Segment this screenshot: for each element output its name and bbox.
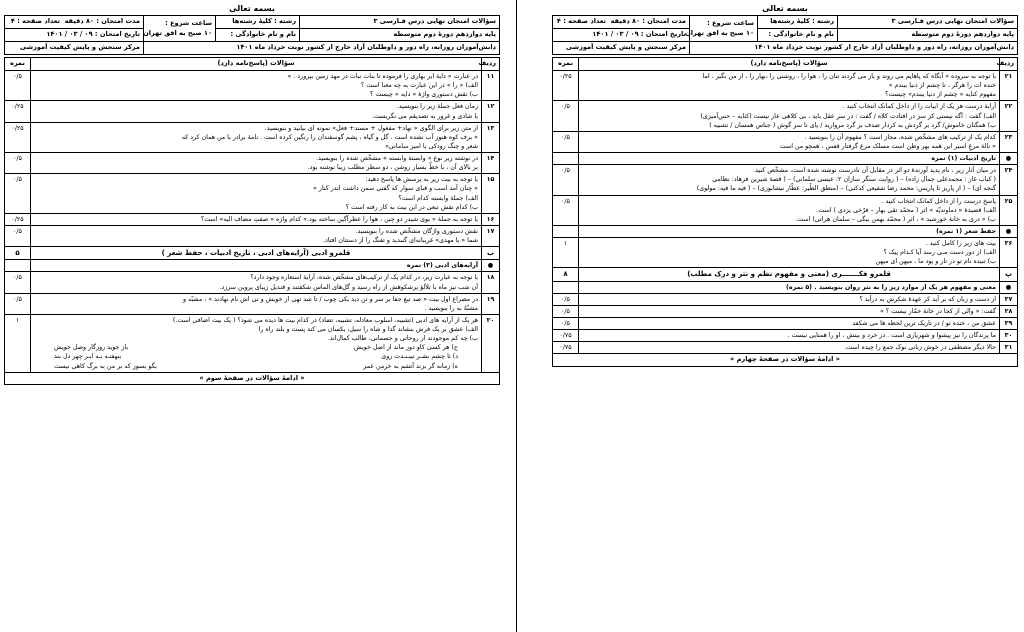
question-row: ۲۷ از دست و زبان که بر آید کز عهدهٔ شکرش به درآید ؟ ۰/۵ <box>553 293 1018 305</box>
exam-header-table <box>552 15 1018 55</box>
question-row: ۲۰ هر یک از آرایه های ادبی (تشبیه، اسلوب معادله، تشبیه، تضاد) در کدام بیت ها دیده می شود؟ ( یک بیت اضافی است.) الف) عشق بر یک فرش بنشاند گدا و شاه را سیل، یکسان می کند پست و بلند راه را ب) چه کم موجودند از روحانی و جسمانی، طالب کمال‌اند. ج) هر کسی کاو دور ماند از اصل خویش باز جوید روزگار وصل خویش د) تا چشم بشـر نبیـنـدت روی بنهفتـه بـه ابـر چهر دل بند ه) زمانه گر بزند آتشم به خرمن عمر بگو بسوز که بر من به برگ کاهی نیست ۱ <box>5 314 500 372</box>
center-name: مرکز سنجش و پایش کیفیت آموزشی <box>5 42 144 55</box>
field-label: رشته : کلیهٔ رشته‌ها <box>758 16 838 29</box>
question-row: ۱۸ با توجه به عبارت زیر، در کدام یک از ترکیب‌های مشخّص شده، آرایهٔ استعاره وجود دارد؟ آن شب نیز ماه با تلألؤ پرشکوهش از راه رسید و گل‌های الماس شکفتند و قندیل زیبای پروین سرزد. ۰/۵ <box>5 272 500 293</box>
exam-header-table <box>4 15 500 55</box>
subsection-header: ● حفظ شعر (۱ نمره) <box>553 225 1018 237</box>
start-time: ساعت شروع : ۱۰ صبح به افق تهران <box>144 16 216 42</box>
page-divider <box>516 0 517 632</box>
bismillah-heading: بسمه تعالی <box>229 4 275 13</box>
question-row: ۲۹ عشق من ، خنده تو / در تاریک ترین لحظه ها می شکفد ۰/۵ <box>553 317 1018 329</box>
question-row: ۱۱ در عبارت « دایهٔ ابر بهاری را فرموده تا بنات نبات در مهد زمین بپرورد . » الف) « را » در این عبارت به چه معنا است ؟ ب) نقش دستوری واژهٔ « دایه » چیست ؟ ۰/۵ <box>5 71 500 101</box>
grade-label: پایه دوازدهم دورهٔ دوم متوسطه <box>300 29 500 42</box>
student-name-label: نام و نام خانوادگی : <box>758 29 838 42</box>
center-name: مرکز سنجش و پایش کیفیت آموزشی <box>553 42 690 55</box>
exam-sheet-page-4 <box>552 0 1018 632</box>
question-row: ۱۲ زمان فعل جملهٔ زیر را بنویسید. با شادی و غرور به تصدیقم می نگریست. ۰/۲۵ <box>5 101 500 122</box>
exam-info: دانش‌آموزان روزانه، راه دور و داوطلبان آزاد خارج از کشور نوبت خرداد ماه ۱۴۰۱ <box>144 42 500 55</box>
question-row: ۲۳ کدام یک از ترکیب های مشخّص شده، مجاز است ؟ مفهوم آن را بنویسید . « نالهٔ مرغِ اسیر این همه بهر وطن است مسلک مرغ گرفتار قفس ، همچو من است ۰/۵ <box>553 131 1018 152</box>
section-header-literary: ب قلمرو ادبی (آرایه‌های ادبی ، تاریخ ادبیات ، حفظ شعر ) ۵ <box>5 247 500 260</box>
subsection-header: ● معنی و مفهوم هر یک از موارد زیر را به نثر روان بنویسید . (۵ نمره) <box>553 281 1018 293</box>
col-question: سؤالات (پاسخ‌نامه دارد) <box>31 58 482 71</box>
continuation-note: « ادامهٔ سؤالات در صفحهٔ چهارم » <box>553 354 1018 367</box>
exam-date: تاریخ امتحان : ۰۹ / ۰۳ / ۱۴۰۱ <box>5 29 144 42</box>
duration-and-pages: مدت امتحان : ۸۰ دقیقه تعداد صفحه : ۴ <box>553 16 690 29</box>
exam-sheet-page-3 <box>4 0 500 632</box>
col-score: نمره <box>5 58 31 71</box>
section-header-intellectual: پ قلمرو فکـــــــری (معنی و مفهوم نظم و نثر و درک مطلب) ۸ <box>553 268 1018 281</box>
col-score: نمره <box>553 58 579 71</box>
exam-date: تاریخ امتحان : ۰۹ / ۰۳ / ۱۴۰۱ <box>553 29 690 42</box>
question-row: ۱۳ از متن زیر برای الگوی « نهاد+ مفعول + مسند+ فعل» نمونه ای بیابید و بنویسید. « برف کوه هنوز آب نشده است . گل و گیاه ، پشم گوسفندان را رنگین کرده است . نامهٔ برادر با من همان کرد که شعر و چنگ رودکی با امیر سامانی» ۰/۲۵ <box>5 122 500 152</box>
question-row: ۱۹ در مصراع اول بیت « صد تیغ جفا بر سر و تن دید یکی چوب / تا شد تهی از خویش و نی اش نام نهادند » ، مشبّه و مشبّهٌ به را بنویسید . ۰/۵ <box>5 293 500 314</box>
question-row: ۲۶ بیت های زیر را کامل کنید . الف) از دور دست مـی رسد آیا کـدام پیک ؟ ب) تنیده نام تو در تار و پود ما ، میهن ای میهن ۱ <box>553 238 1018 268</box>
exam-title: سؤالات امتحان نهایی درس فـارسی ۳ <box>838 16 1018 29</box>
student-name-label: نام و نام خانوادگی : <box>216 29 300 42</box>
questions-table <box>552 57 1018 367</box>
question-row: ۲۸ گفت: « والی از کجا در خانهٔ خمّار نیست ؟ » ۰/۵ <box>553 305 1018 317</box>
question-row: ۱۴ در نوشته زیر نوع « وابستهٔ وابسته » مشخّص شده را بنویسید. بر بالای آن ، با خطّ بسیار روشن ، دو سطر مطلب زیبا نوشته بود. ۰/۵ <box>5 153 500 174</box>
duration-and-pages: مدت امتحان : ۸۰ دقیقه تعداد صفحه : ۴ <box>5 16 144 29</box>
exam-info: دانش‌آموزان روزانه، راه دور و داوطلبان آزاد خارج از کشور نوبت خرداد ماه ۱۴۰۱ <box>690 42 1018 55</box>
question-row: ۳۰ ما پرندگان را نیز پیشوا و شهریاری است . در خرد و بینش ، او را همتایی نیست . ۰/۷۵ <box>553 330 1018 342</box>
question-row: ۱۵ با توجه به بیت زیر به پرسش ها پاسخ دهید: « چنان آمد اسب و قبای سوار که گفتی سمن داشت اندر کنار » الف) جملهٔ وابسته کدام است؟ ب) کدام نقش تبعی در این بیت به کار رفته است ؟ ۰/۵ <box>5 174 500 214</box>
grade-label: پایه دوازدهم دورهٔ دوم متوسطه <box>838 29 1018 42</box>
question-row: ۲۱ با توجه به سروده « آنگاه که پاهایم می روند و باز می گردند تنان را ، هوا را ، روشنی را ،بهار را ، از من بگیر ، اما خنده ات را هرگز ، تا چشم از دنیا ببندم » مفهوم کنایه « چشم از دنیا ببندم» چیست؟ ۰/۲۵ <box>553 71 1018 101</box>
col-row: ردیف <box>482 58 500 71</box>
exam-title: سؤالات امتحان نهایی درس فـارسی ۳ <box>300 16 500 29</box>
col-row: ردیف <box>1000 58 1018 71</box>
field-label: رشته : کلیهٔ رشته‌ها <box>216 16 300 29</box>
question-row: ۳۱ حالا دیگر مصطفی در خوش زبانی نوک جمع را چیده است. ۰/۷۵ <box>553 342 1018 354</box>
question-row: ۲۲ آرایهٔ درست هر یک از ابیات را از داخل کمانک انتخاب کنید . الف) گفت : آگه نیستی کز سر در افتادت کلاه / گفت : در سر عقل باید ، بی کلاهی عار نیست (کنایه – حس‌آمیزی) ب) همگنان خاموش/ گرد بر گردش به کردار صدف بر گرد مروارید / پای تا سر گوش ( جناس همسان / تشبیه ) ۰/۵ <box>553 101 1018 131</box>
subsection-header: ● آرایه‌های ادبی (۳) نمره <box>5 260 500 272</box>
question-row: ۱۶ با توجه به جملهٔ « بوی شیدر دو چین ، هوا را عطرآگین ساخته بود.» کدام واژه « صفتِ مضاف الیه» است؟ ۰/۲۵ <box>5 213 500 225</box>
question-row: ۲۴ در میان آثار زیر ، نام پدید آورندهٔ دو اثر در مقابل آن نادرست نوشته شده است، مشخّص کنید. ( کباب غاز : محمدعلی جمال زاده) – ( روایت سنگر سازان ۲: عیسی سلمانی) – ( قصهٔ شیرین فرهاد: نظامی گنجه ای) – ( از پاریز تا پاریس: محمد رضا شفیعی کدکنی) – (منطق الطّیر: عطّار نیشابوری) – ( فیه ما فیه: مولوی) ۰/۵ <box>553 165 1018 195</box>
continuation-note: « ادامهٔ سؤالات در صفحهٔ سوم » <box>5 372 500 385</box>
start-time: ساعت شروع : ۱۰ صبح به افق تهران <box>690 16 758 42</box>
question-row: ۲۵ پاسخ درست را از داخل کمانک انتخاب کنید . الف) قصیدهٔ « دماوندیّه » اثر ( محمّد تقی بهار – فرّخی یزدی ) است. ب) « دری به خانهٔ خورشید » ، اثر ( محمّد بهمن بیگی – سلمان هراتی) است. ۰/۵ <box>553 195 1018 225</box>
subsection-header: ● تاریخ ادبیات (۱) نمره <box>553 153 1018 165</box>
questions-table <box>4 57 500 385</box>
question-row: ۱۷ نقش دستوری واژگان مشخّص شده را بنویسید. شما « یا مهدی» غریبانه‌ای گنبدید و تفنگ را از دستتان افتاد. ۰/۵ <box>5 225 500 246</box>
bismillah-heading: بسمه تعالی <box>762 4 808 13</box>
col-question: سؤالات (پاسخ‌نامه دارد) <box>579 58 1000 71</box>
